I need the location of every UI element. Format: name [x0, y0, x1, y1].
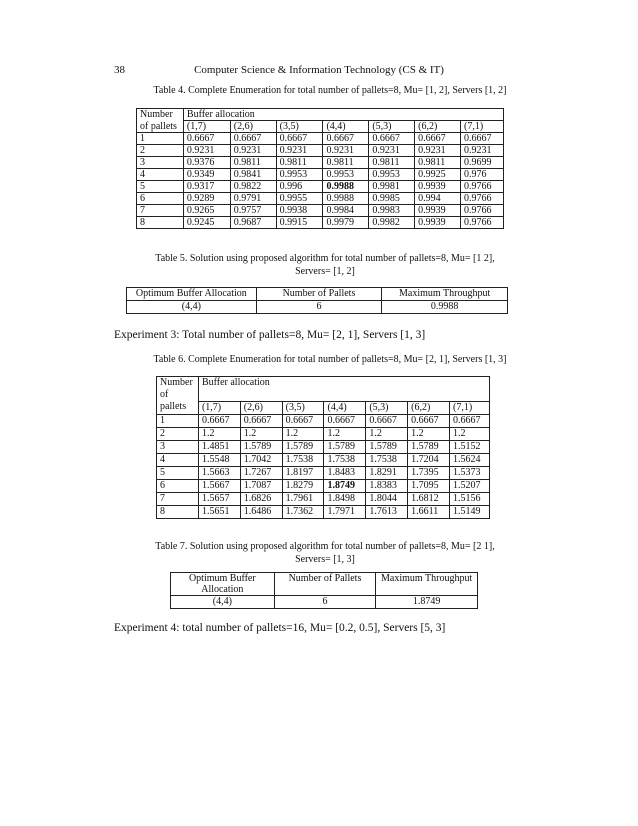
throughput-cell: 0.6667: [276, 133, 323, 145]
throughput-cell: 1.7362: [282, 505, 324, 518]
column-header: (3,5): [276, 121, 323, 133]
table6: [156, 376, 490, 519]
throughput-cell: 1.7267: [240, 466, 282, 479]
throughput-cell: 1.7095: [408, 479, 450, 492]
throughput-cell: 1.5789: [282, 440, 324, 453]
column-header: (2,6): [240, 401, 282, 414]
throughput-cell: 0.9231: [183, 145, 230, 157]
throughput-cell: 0.9988: [323, 181, 369, 193]
throughput-cell: 0.9953: [369, 169, 415, 181]
throughput-cell: 0.9231: [323, 145, 369, 157]
throughput-cell: 1.7613: [366, 505, 408, 518]
throughput-cell: 0.6667: [408, 414, 450, 427]
pallet-count-cell: 2: [157, 427, 199, 440]
throughput-cell: 0.9982: [369, 217, 415, 229]
table-row: [157, 466, 490, 479]
throughput-cell: 0.6667: [324, 414, 366, 427]
throughput-cell: 1.8483: [324, 466, 366, 479]
throughput-cell: 1.5657: [198, 492, 240, 505]
throughput-cell: 1.6826: [240, 492, 282, 505]
throughput-cell: 1.7538: [324, 453, 366, 466]
throughput-cell: 0.9766: [461, 205, 504, 217]
column-header: (6,2): [408, 401, 450, 414]
throughput-cell: 0.9317: [183, 181, 230, 193]
pallet-count-cell: 6: [137, 193, 184, 205]
throughput-cell: 1.2: [408, 427, 450, 440]
throughput-cell: 0.9811: [276, 157, 323, 169]
table-row: [137, 193, 504, 205]
pallet-count-cell: 1: [137, 133, 184, 145]
throughput-cell: 0.6667: [461, 133, 504, 145]
pallet-count-cell: 3: [137, 157, 184, 169]
table5-caption-line2: Servers= [1, 2]: [295, 266, 355, 277]
throughput-cell: 0.9988: [323, 193, 369, 205]
throughput-cell: 1.4851: [198, 440, 240, 453]
throughput-cell: 1.2: [324, 427, 366, 440]
throughput-cell: 0.9231: [369, 145, 415, 157]
table6-header-row: [157, 377, 490, 402]
throughput-cell: 1.5651: [198, 505, 240, 518]
table5-header-row: [127, 288, 508, 301]
throughput-cell: 0.9811: [323, 157, 369, 169]
throughput-cell: 0.9289: [183, 193, 230, 205]
table-row: [137, 145, 504, 157]
throughput-cell: 0.6667: [415, 133, 461, 145]
throughput-cell: 0.9979: [323, 217, 369, 229]
throughput-cell: 0.976: [461, 169, 504, 181]
throughput-cell: 0.994: [415, 193, 461, 205]
table7: [170, 572, 478, 609]
table4-caption: Table 4. Complete Enumeration for total number of pallets=8, Mu= [1, 2], Servers [1, 2]: [153, 85, 507, 96]
pallet-count-cell: 4: [137, 169, 184, 181]
pallet-count-cell: 7: [137, 205, 184, 217]
throughput-cell: 0.9938: [276, 205, 323, 217]
row-header-line: pallets: [157, 401, 199, 414]
throughput-cell: 0.6667: [450, 414, 490, 427]
throughput-cell: 1.8749: [324, 479, 366, 492]
throughput-cell: 1.7538: [282, 453, 324, 466]
page-number: 38: [114, 64, 125, 76]
throughput-cell: 1.5373: [450, 466, 490, 479]
throughput-cell: 0.9349: [183, 169, 230, 181]
table7-header: [171, 573, 275, 596]
throughput-cell: 0.6667: [183, 133, 230, 145]
table7-value: 6: [274, 596, 376, 609]
table7-caption-line2: Servers= [1, 3]: [295, 554, 355, 565]
throughput-cell: 0.6667: [198, 414, 240, 427]
table5-caption-line1: Table 5. Solution using proposed algorithm for total number of pallets=8, Mu= [1 2],: [155, 253, 495, 264]
row-header-line: of pallets: [137, 121, 184, 133]
throughput-cell: 0.9985: [369, 193, 415, 205]
table5-header: Maximum Throughput: [382, 288, 508, 301]
throughput-cell: 1.8498: [324, 492, 366, 505]
column-header: (1,7): [198, 401, 240, 414]
throughput-cell: 1.6812: [408, 492, 450, 505]
table7-header: Number of Pallets: [274, 573, 376, 596]
table-row: [157, 453, 490, 466]
table7-caption-line1: Table 7. Solution using proposed algorithm for total number of pallets=8, Mu= [2 1],: [155, 541, 495, 552]
throughput-cell: 1.8197: [282, 466, 324, 479]
throughput-cell: 1.5149: [450, 505, 490, 518]
throughput-cell: 0.9811: [415, 157, 461, 169]
throughput-cell: 0.9984: [323, 205, 369, 217]
pallet-count-cell: 6: [157, 479, 199, 492]
table5-value-row: [127, 301, 508, 314]
throughput-cell: 1.7204: [408, 453, 450, 466]
header-line: Optimum Buffer: [188, 573, 256, 584]
table6-row-header: [157, 377, 199, 402]
table5-value: 6: [256, 301, 382, 314]
throughput-cell: 1.7538: [366, 453, 408, 466]
table-row: [157, 427, 490, 440]
running-title: Computer Science & Information Technology (CS & IT): [194, 64, 444, 76]
throughput-cell: 0.9757: [230, 205, 276, 217]
table7-value: 1.8749: [376, 596, 478, 609]
throughput-cell: 1.6486: [240, 505, 282, 518]
throughput-cell: 0.9841: [230, 169, 276, 181]
table-row: [137, 181, 504, 193]
pallet-count-cell: 4: [157, 453, 199, 466]
throughput-cell: 0.9766: [461, 193, 504, 205]
pallet-count-cell: 3: [157, 440, 199, 453]
throughput-cell: 0.9231: [461, 145, 504, 157]
pallet-count-cell: 5: [157, 466, 199, 479]
throughput-cell: 0.9811: [230, 157, 276, 169]
throughput-cell: 0.9231: [230, 145, 276, 157]
table4-header-row: [137, 109, 504, 121]
throughput-cell: 1.2: [240, 427, 282, 440]
throughput-cell: 0.9983: [369, 205, 415, 217]
table6-column-row: [157, 401, 490, 414]
throughput-cell: 0.9231: [276, 145, 323, 157]
throughput-cell: 1.2: [366, 427, 408, 440]
table6-group-header: Buffer allocation: [198, 377, 489, 402]
table4: [136, 108, 504, 229]
column-header: (3,5): [282, 401, 324, 414]
throughput-cell: 1.7961: [282, 492, 324, 505]
throughput-cell: 0.6667: [366, 414, 408, 427]
throughput-cell: 1.7042: [240, 453, 282, 466]
row-header-line: Number: [140, 109, 173, 120]
table4-column-row: [137, 121, 504, 133]
table6-caption: Table 6. Complete Enumeration for total number of pallets=8, Mu= [2, 1], Servers [1, 3]: [153, 354, 507, 365]
table-row: [137, 157, 504, 169]
throughput-cell: 0.9939: [415, 217, 461, 229]
table5: [126, 287, 508, 314]
experiment3-heading: Experiment 3: Total number of pallets=8, Mu= [2, 1], Servers [1, 3]: [114, 329, 426, 341]
table7-header-row: [171, 573, 478, 596]
header-line: Allocation: [201, 584, 244, 595]
table5-value: 0.9988: [382, 301, 508, 314]
column-header: (5,3): [366, 401, 408, 414]
throughput-cell: 1.8291: [366, 466, 408, 479]
column-header: (7,1): [450, 401, 490, 414]
table4-row-header: [137, 109, 184, 121]
throughput-cell: 1.8383: [366, 479, 408, 492]
throughput-cell: 0.9791: [230, 193, 276, 205]
throughput-cell: 0.9231: [415, 145, 461, 157]
table7-value: (4,4): [171, 596, 275, 609]
throughput-cell: 0.996: [276, 181, 323, 193]
table5-header: Optimum Buffer Allocation: [127, 288, 257, 301]
table4-group-header: Buffer allocation: [183, 109, 503, 121]
throughput-cell: 1.7395: [408, 466, 450, 479]
throughput-cell: 0.9811: [369, 157, 415, 169]
throughput-cell: 0.9699: [461, 157, 504, 169]
throughput-cell: 0.6667: [230, 133, 276, 145]
throughput-cell: 0.9766: [461, 217, 504, 229]
throughput-cell: 0.9939: [415, 205, 461, 217]
throughput-cell: 0.9376: [183, 157, 230, 169]
throughput-cell: 1.8279: [282, 479, 324, 492]
throughput-cell: 0.9766: [461, 181, 504, 193]
table7-value-row: [171, 596, 478, 609]
throughput-cell: 0.9955: [276, 193, 323, 205]
throughput-cell: 0.9915: [276, 217, 323, 229]
table-row: [137, 169, 504, 181]
throughput-cell: 1.7087: [240, 479, 282, 492]
table-row: [157, 479, 490, 492]
throughput-cell: 1.5789: [240, 440, 282, 453]
throughput-cell: 0.9953: [323, 169, 369, 181]
throughput-cell: 1.5207: [450, 479, 490, 492]
throughput-cell: 0.6667: [369, 133, 415, 145]
throughput-cell: 0.6667: [282, 414, 324, 427]
throughput-cell: 0.9925: [415, 169, 461, 181]
pallet-count-cell: 7: [157, 492, 199, 505]
column-header: (4,4): [324, 401, 366, 414]
throughput-cell: 1.2: [450, 427, 490, 440]
throughput-cell: 1.2: [282, 427, 324, 440]
row-header-line: of: [160, 389, 169, 400]
pallet-count-cell: 5: [137, 181, 184, 193]
table-row: [157, 440, 490, 453]
throughput-cell: 1.7971: [324, 505, 366, 518]
throughput-cell: 0.9245: [183, 217, 230, 229]
column-header: (5,3): [369, 121, 415, 133]
throughput-cell: 1.5789: [324, 440, 366, 453]
pallet-count-cell: 1: [157, 414, 199, 427]
table5-header: Number of Pallets: [256, 288, 382, 301]
pallet-count-cell: 8: [137, 217, 184, 229]
throughput-cell: 1.5624: [450, 453, 490, 466]
throughput-cell: 0.6667: [240, 414, 282, 427]
pallet-count-cell: 8: [157, 505, 199, 518]
throughput-cell: 0.9822: [230, 181, 276, 193]
throughput-cell: 0.9981: [369, 181, 415, 193]
table-row: [157, 414, 490, 427]
throughput-cell: 1.5152: [450, 440, 490, 453]
throughput-cell: 1.8044: [366, 492, 408, 505]
table-row: [137, 133, 504, 145]
table-row: [157, 505, 490, 518]
throughput-cell: 1.5667: [198, 479, 240, 492]
row-header-line: Number: [160, 377, 193, 388]
column-header: (4,4): [323, 121, 369, 133]
pallet-count-cell: 2: [137, 145, 184, 157]
experiment4-heading: Experiment 4: total number of pallets=16, Mu= [0.2, 0.5], Servers [5, 3]: [114, 622, 446, 634]
throughput-cell: 0.6667: [323, 133, 369, 145]
column-header: (6,2): [415, 121, 461, 133]
throughput-cell: 1.5156: [450, 492, 490, 505]
throughput-cell: 1.5548: [198, 453, 240, 466]
throughput-cell: 1.2: [198, 427, 240, 440]
throughput-cell: 1.5663: [198, 466, 240, 479]
column-header: (7,1): [461, 121, 504, 133]
throughput-cell: 0.9265: [183, 205, 230, 217]
table-row: [137, 217, 504, 229]
throughput-cell: 1.5789: [408, 440, 450, 453]
table-row: [137, 205, 504, 217]
column-header: (1,7): [183, 121, 230, 133]
throughput-cell: 0.9953: [276, 169, 323, 181]
throughput-cell: 1.6611: [408, 505, 450, 518]
throughput-cell: 1.5789: [366, 440, 408, 453]
throughput-cell: 0.9939: [415, 181, 461, 193]
column-header: (2,6): [230, 121, 276, 133]
table7-header: Maximum Throughput: [376, 573, 478, 596]
table5-value: (4,4): [127, 301, 257, 314]
throughput-cell: 0.9687: [230, 217, 276, 229]
table-row: [157, 492, 490, 505]
